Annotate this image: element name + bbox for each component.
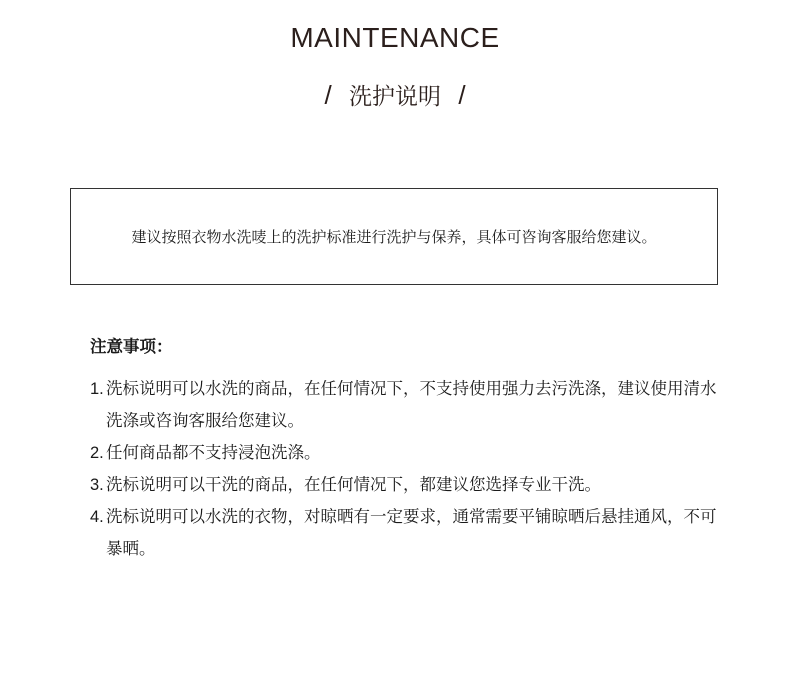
note-text: 洗标说明可以水洗的衣物，对晾晒有一定要求，通常需要平铺晾晒后悬挂通风，不可暴晒。 xyxy=(106,507,717,558)
subtitle-slash-left: / xyxy=(324,80,332,110)
page-subtitle xyxy=(0,78,790,111)
note-item xyxy=(90,501,730,565)
page-title: MAINTENANCE xyxy=(290,22,500,53)
note-number: 1. xyxy=(90,380,104,398)
notes-heading: 注意事项： xyxy=(90,337,173,356)
note-item xyxy=(90,469,730,501)
note-number: 4. xyxy=(90,508,104,526)
note-item xyxy=(90,437,730,469)
subtitle-text: 洗护说明 xyxy=(349,84,441,110)
notice-box xyxy=(70,188,718,285)
notice-text: 建议按照衣物水洗唛上的洗护标准进行洗护与保养，具体可咨询客服给您建议。 xyxy=(131,228,657,246)
note-text: 任何商品都不支持浸泡洗涤。 xyxy=(106,443,321,462)
note-item xyxy=(90,373,730,437)
note-text: 洗标说明可以水洗的商品，在任何情况下，不支持使用强力去污洗涤，建议使用清水洗涤或咨询客服给您建议。 xyxy=(106,379,717,430)
notes-section xyxy=(90,334,730,565)
note-number: 2. xyxy=(90,444,104,462)
note-number: 3. xyxy=(90,476,104,494)
subtitle-slash-right: / xyxy=(458,80,466,110)
note-text: 洗标说明可以干洗的商品，在任何情况下，都建议您选择专业干洗。 xyxy=(106,475,601,494)
